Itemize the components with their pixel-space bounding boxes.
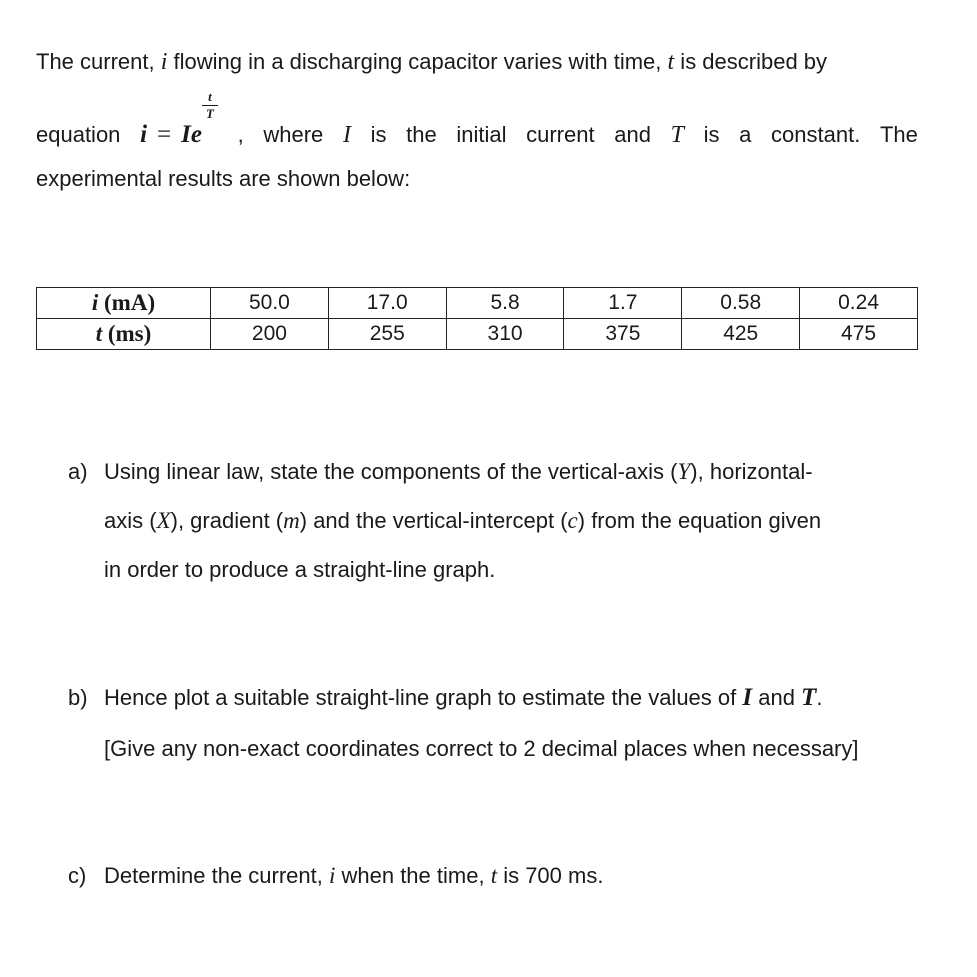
variable-c: c: [567, 508, 578, 533]
header-var: t: [95, 321, 103, 346]
table-cell: 425: [682, 319, 800, 350]
word: is: [703, 122, 720, 147]
header-unit: (mA): [98, 290, 156, 315]
table-cell: 0.58: [682, 288, 800, 319]
word: ,: [237, 122, 244, 147]
table-row-current: [37, 288, 918, 319]
table-cell: 17.0: [328, 288, 446, 319]
variable-i: i: [160, 49, 168, 75]
word: where: [263, 122, 324, 147]
table-cell: 50.0: [211, 288, 329, 319]
question-text: ) and the vertical-intercept (: [299, 508, 568, 533]
question-text: and: [752, 685, 802, 710]
table-cell: 310: [446, 319, 564, 350]
question-text: .: [816, 685, 823, 710]
equation: [140, 89, 218, 148]
row-header-time: [37, 319, 211, 350]
question-c-line-1: [68, 863, 603, 889]
table-cell: 255: [328, 319, 446, 350]
intro-line-2: [36, 89, 918, 148]
equation-initial-current: I: [181, 121, 191, 148]
equation-lhs: i: [140, 121, 148, 148]
variable-T-bold: T: [801, 684, 817, 711]
results-table: [36, 287, 918, 350]
word: constant.: [771, 122, 861, 147]
question-a-line-1: [68, 459, 813, 485]
word: The: [879, 122, 918, 147]
question-a-line-2: [104, 508, 821, 534]
table-cell: 200: [211, 319, 329, 350]
question-text: Hence plot a suitable straight-line graph to estimate the values of: [104, 685, 743, 710]
question-label: c): [68, 863, 87, 888]
word: initial: [456, 122, 507, 147]
variable-I: I: [342, 122, 351, 148]
question-text: ) from the equation given: [577, 508, 822, 533]
equation-e: e: [190, 121, 202, 148]
variable-Y: Y: [677, 459, 691, 484]
word: the: [406, 122, 437, 147]
table-cell: 5.8: [446, 288, 564, 319]
question-text: Using linear law, state the components of the vertical-axis (: [104, 459, 678, 484]
question-text: ), horizontal-: [690, 459, 813, 484]
variable-I-bold: I: [742, 684, 753, 711]
question-b-line-1: [68, 685, 822, 711]
question-a-line-3: in order to produce a straight-line graph.: [104, 557, 496, 582]
question-text: is 700 ms.: [497, 863, 604, 888]
question-text: axis (: [104, 508, 157, 533]
variable-i: i: [328, 863, 336, 888]
word: current: [526, 122, 595, 147]
intro-text: flowing in a discharging capacitor varies with time,: [167, 49, 668, 74]
question-text: when the time,: [335, 863, 491, 888]
equation-equals: =: [157, 121, 172, 148]
exponent-fraction: [202, 90, 218, 121]
equation-exponent: [202, 89, 218, 142]
word: a: [739, 122, 752, 147]
variable-m: m: [283, 508, 300, 533]
word: and: [614, 122, 651, 147]
question-text: ), gradient (: [170, 508, 284, 533]
question-text: Determine the current,: [104, 863, 329, 888]
question-label: a): [68, 459, 88, 484]
row-header-current: [37, 288, 211, 319]
exponent-numerator: t: [202, 90, 218, 106]
intro-line-1: [36, 49, 827, 75]
table-row-time: [37, 319, 918, 350]
intro-line-3: experimental results are shown below:: [36, 166, 411, 191]
table-cell: 0.24: [800, 288, 918, 319]
table-cell: 1.7: [564, 288, 682, 319]
exponent-denominator: T: [205, 106, 214, 121]
variable-X: X: [156, 508, 171, 533]
table-cell: 375: [564, 319, 682, 350]
variable-T: T: [670, 122, 684, 148]
header-unit: (ms): [102, 321, 152, 346]
question-b-line-2: [Give any non-exact coordinates correct to 2 decimal places when necessary]: [104, 736, 859, 761]
word: is: [370, 122, 387, 147]
word: equation: [36, 122, 121, 147]
question-label: b): [68, 685, 88, 710]
intro-text: The current,: [36, 49, 161, 74]
table-cell: 475: [800, 319, 918, 350]
intro-text: is described by: [674, 49, 828, 74]
header-var: i: [91, 290, 99, 315]
variable-t: t: [490, 863, 498, 888]
variable-t: t: [667, 49, 675, 75]
